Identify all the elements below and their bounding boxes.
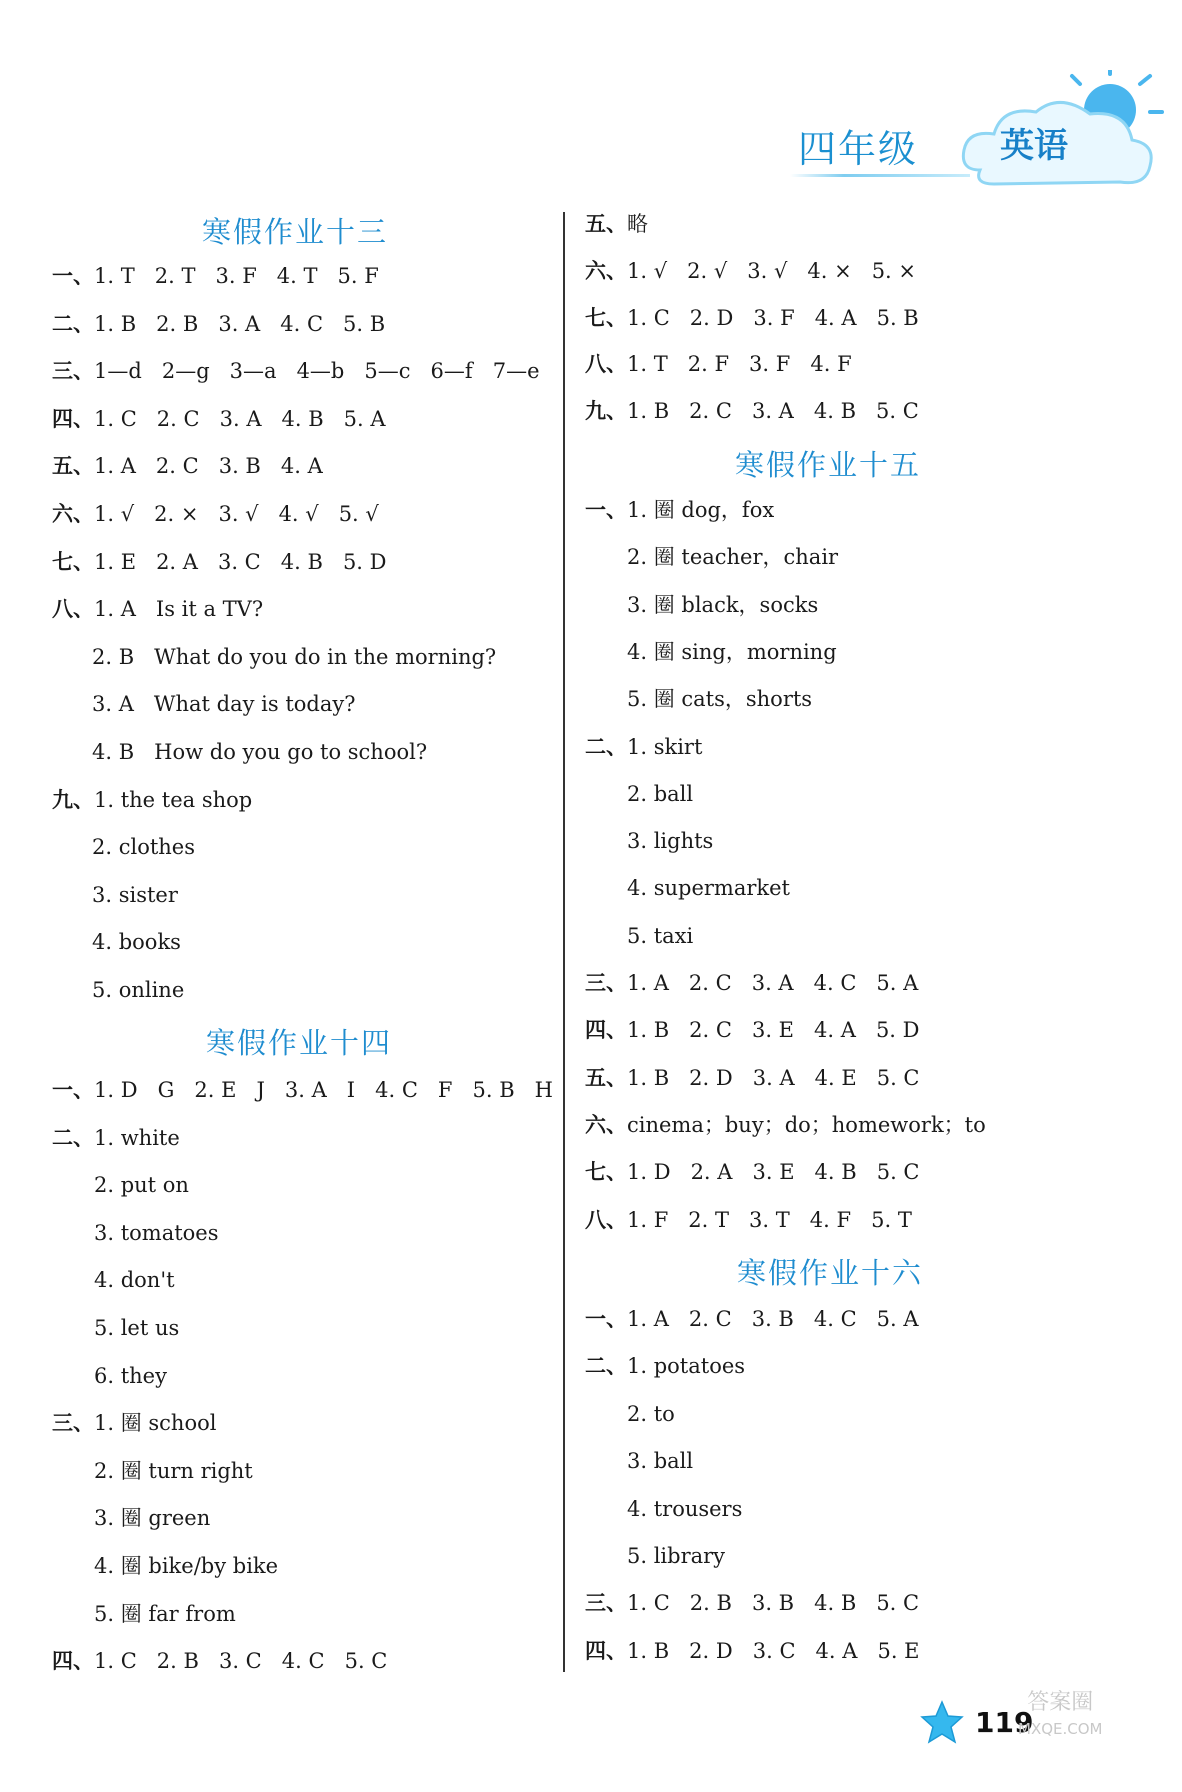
answer-text: 1. C 2. C 3. A 4. B 5. A (94, 406, 386, 431)
subject-label: 英语 (1000, 126, 1068, 166)
question-number: 二、 (52, 311, 94, 336)
section-title-14: 寒假作业十四 (206, 1026, 393, 1060)
answer-line (92, 690, 355, 718)
answer-line (627, 922, 693, 950)
answer-text: 1. B 2. D 3. C 4. A 5. E (627, 1638, 920, 1663)
answer-line (92, 833, 195, 861)
question-number: 三、 (585, 1591, 627, 1616)
answer-line (92, 928, 181, 956)
answer-text: 3. 圈 black，socks (627, 592, 819, 617)
answer-text: 1. C 2. D 3. F 4. A 5. B (627, 305, 919, 330)
answer-text: 4. books (92, 930, 181, 955)
answer-line (627, 780, 693, 808)
answer-text: 1. A Is it a TV? (94, 597, 264, 622)
question-number: 四、 (585, 1638, 627, 1663)
answer-line (585, 1016, 920, 1044)
header-underline (790, 174, 970, 177)
question-number: 三、 (585, 971, 627, 995)
answer-line (94, 1457, 253, 1485)
question-number: 九、 (52, 787, 94, 812)
answer-text: 1—d 2—g 3—a 4—b 5—c 6—f 7—e (94, 359, 540, 384)
answer-line (585, 969, 918, 997)
section-title-13: 寒假作业十三 (202, 215, 389, 249)
question-number: 一、 (585, 498, 627, 522)
answer-text: 1. D 2. A 3. E 4. B 5. C (627, 1160, 920, 1185)
answer-text: 1. B 2. B 3. A 4. C 5. B (94, 311, 386, 336)
question-number: 一、 (585, 1307, 627, 1331)
page-number: 119 (975, 1706, 1034, 1739)
answer-line (94, 1600, 236, 1628)
answer-line (52, 548, 387, 576)
answer-line (92, 881, 178, 909)
watermark-line-1: 答案圈 (1027, 1690, 1094, 1715)
section-title-15: 寒假作业十五 (735, 448, 922, 482)
answer-text: 2. clothes (92, 835, 196, 860)
answer-line (52, 1409, 216, 1437)
answer-line (585, 1064, 920, 1092)
answer-line (627, 591, 818, 619)
answer-line (92, 643, 496, 671)
answer-line (627, 638, 837, 666)
answer-line (585, 397, 919, 425)
answer-text: 5. taxi (627, 923, 694, 948)
answer-line (585, 257, 916, 285)
question-number: 五、 (585, 1065, 627, 1090)
answer-line (627, 1447, 693, 1475)
answer-text: 1. B 2. D 3. A 4. E 5. C (627, 1065, 920, 1090)
question-number: 六、 (585, 258, 627, 283)
question-number: 六、 (52, 502, 94, 526)
answer-text: 4. 圈 bike/by bike (94, 1554, 279, 1578)
question-number: 三、 (52, 359, 94, 384)
answer-line (627, 1495, 742, 1523)
answer-line (52, 786, 252, 814)
answer-text: 2. B What do you do in the morning? (92, 644, 497, 669)
answer-text: 5. 圈 cats，shorts (627, 687, 813, 712)
answer-line (52, 405, 386, 433)
question-number: 九、 (585, 399, 627, 424)
answer-line (94, 1171, 189, 1199)
answer-text: 1. 圈 dog，fox (627, 498, 775, 522)
answer-text: 1. A 2. C 3. B 4. C 5. A (627, 1307, 919, 1331)
answer-line (52, 1124, 180, 1152)
answer-text: 1. T 2. T 3. F 4. T 5. F (94, 264, 379, 288)
answer-text: 1. √ 2. √ 3. √ 4. × 5. × (627, 258, 916, 283)
answer-text: 2. 圈 teacher，chair (627, 545, 839, 570)
answer-text: 5. online (92, 978, 185, 1002)
answer-line (627, 685, 812, 713)
answer-line (52, 1076, 553, 1104)
question-number: 八、 (585, 1207, 627, 1232)
question-number: 二、 (585, 1354, 627, 1379)
question-number: 八、 (52, 597, 94, 622)
answer-text: 1. white (94, 1125, 180, 1150)
question-number: 七、 (52, 549, 94, 574)
grade-heading: 四年级 (798, 127, 919, 171)
answer-line (627, 543, 838, 571)
answer-text: 4. B How do you go to school? (92, 740, 428, 764)
question-number: 四、 (52, 406, 94, 431)
answer-text: 2. to (627, 1401, 675, 1426)
answer-text: 2. put on (94, 1173, 189, 1198)
answer-line (585, 210, 648, 238)
question-number: 二、 (52, 1125, 94, 1150)
answer-text: 3. sister (92, 882, 178, 907)
answer-text: 5. 圈 far from (94, 1601, 236, 1626)
answer-line (585, 1637, 920, 1665)
question-number: 三、 (52, 1411, 94, 1436)
answer-line (585, 733, 702, 761)
answer-text: 1. 圈 school (94, 1411, 217, 1436)
answer-text: 1. C 2. B 3. B 4. B 5. C (627, 1591, 920, 1616)
answer-line (585, 1589, 919, 1617)
answer-line (52, 357, 540, 385)
answer-text: 3. A What day is today? (92, 692, 356, 717)
answer-line (52, 1647, 387, 1675)
answer-text: 1. C 2. B 3. C 4. C 5. C (94, 1649, 388, 1674)
answer-text: 3. tomatoes (94, 1220, 219, 1245)
question-number: 五、 (585, 212, 627, 236)
answer-text: 4. supermarket (627, 876, 790, 901)
answer-text: 1. D G 2. E J 3. A I 4. C F 5. B H (94, 1078, 553, 1102)
question-number: 四、 (52, 1649, 94, 1674)
answer-text: 1. √ 2. × 3. √ 4. √ 5. √ (94, 502, 379, 526)
answer-text: 1. A 2. C 3. B 4. A (94, 454, 323, 479)
answer-line (52, 310, 385, 338)
question-number: 一、 (52, 264, 94, 288)
answer-line (94, 1552, 278, 1580)
answer-line (94, 1266, 175, 1294)
answer-line (585, 304, 919, 332)
answer-line (585, 1158, 920, 1186)
answer-text: 5. let us (94, 1316, 180, 1340)
answer-line (92, 738, 427, 766)
answer-text: 1. B 2. C 3. A 4. B 5. C (627, 399, 919, 424)
answer-line (94, 1314, 179, 1342)
star-icon (920, 1700, 964, 1744)
question-number: 六、 (585, 1112, 627, 1137)
answer-text: 1. skirt (627, 734, 703, 759)
answer-line (627, 874, 790, 902)
answer-text: 2. ball (627, 781, 694, 806)
answer-line (92, 976, 184, 1004)
answer-text: 1. B 2. C 3. E 4. A 5. D (627, 1018, 920, 1043)
answer-text: 3. ball (627, 1449, 694, 1474)
answer-line (627, 827, 713, 855)
question-number: 八、 (585, 352, 627, 377)
answer-text: 1. T 2. F 3. F 4. F (627, 352, 852, 377)
answer-text: 5. library (627, 1544, 726, 1568)
answer-line (585, 1305, 919, 1333)
section-title-16: 寒假作业十六 (737, 1256, 924, 1290)
answer-text: 略 (627, 212, 648, 236)
answer-text: 3. 圈 green (94, 1506, 211, 1531)
question-number: 五、 (52, 454, 94, 479)
answer-text: 1. A 2. C 3. A 4. C 5. A (627, 971, 919, 995)
answer-line (94, 1362, 167, 1390)
answer-line (52, 452, 323, 480)
answer-text: 6. they (94, 1363, 167, 1388)
question-number: 七、 (585, 305, 627, 330)
answer-text: 1. the tea shop (94, 787, 253, 812)
answer-line (52, 262, 379, 290)
answer-text: 1. potatoes (627, 1354, 746, 1379)
column-divider (563, 212, 565, 1672)
answer-text: 4. 圈 sing，morning (627, 639, 837, 664)
watermark-line-2: MXQE.COM (1018, 1720, 1103, 1738)
answer-line (585, 1206, 912, 1234)
answer-line (585, 1352, 745, 1380)
answer-line (94, 1504, 210, 1532)
answer-text: 4. trousers (627, 1496, 743, 1521)
question-number: 四、 (585, 1018, 627, 1043)
answer-text: 3. lights (627, 829, 714, 854)
answer-text: 1. E 2. A 3. C 4. B 5. D (94, 549, 387, 574)
question-number: 二、 (585, 734, 627, 759)
answer-line (94, 1219, 219, 1247)
answer-line (585, 496, 774, 524)
watermark-logo (1018, 1690, 1103, 1742)
answer-text: cinema；buy；do；homework；to (627, 1112, 986, 1137)
answer-line (52, 500, 379, 528)
question-number: 七、 (585, 1160, 627, 1185)
question-number: 一、 (52, 1078, 94, 1102)
answer-text: 1. F 2. T 3. T 4. F 5. T (627, 1207, 912, 1232)
answer-text: 2. 圈 turn right (94, 1458, 253, 1483)
answer-text: 4. don't (94, 1268, 175, 1293)
answer-line (627, 1542, 725, 1570)
answer-line (627, 1400, 675, 1428)
answer-line (585, 350, 852, 378)
answer-line (585, 1111, 986, 1139)
answer-line (52, 595, 263, 623)
